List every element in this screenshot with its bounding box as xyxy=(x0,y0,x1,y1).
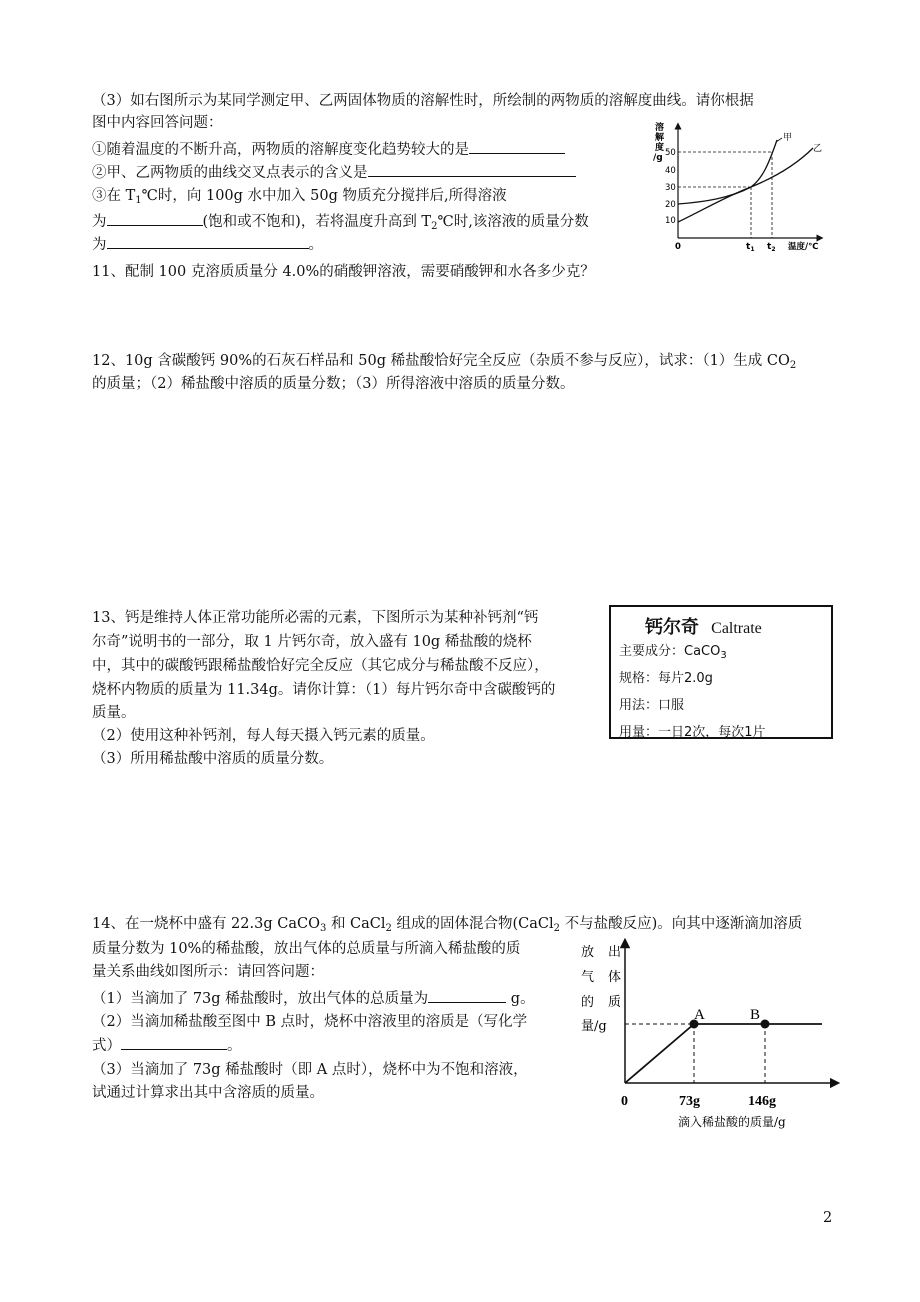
q14-line7: （3）当滴加了 73g 稀盐酸时（即 A 点时），烧杯中为不饱和溶液， xyxy=(92,1062,528,1078)
ylabel-char-4: /g xyxy=(653,153,663,163)
curve-yi xyxy=(678,148,813,222)
answer-blank-1[interactable] xyxy=(469,139,565,154)
q14-sub3: 2 xyxy=(553,923,561,934)
q12-line1 xyxy=(92,351,796,371)
q13-line4: 烧杯内物质的质量为 11.34g。请你计算：（1）每片钙尔奇中含碳酸钙的 xyxy=(92,682,556,698)
answer-blank-5[interactable] xyxy=(428,988,506,1003)
q13-line1: 13、钙是维持人体正常功能所必需的元素，下图所示为某种补钙剂“钙 xyxy=(92,610,539,626)
q14-line2: 质量分数为 10%的稀盐酸，放出气体的总质量与所滴入稀盐酸的质 xyxy=(92,941,521,957)
gas-ylabel-c1-2: 气 xyxy=(581,970,595,985)
caltrate-title-cn: 钙尔奇 xyxy=(645,617,699,638)
gas-mass-chart xyxy=(570,935,850,1135)
caltrate-label-box xyxy=(609,605,833,739)
ytick-50: 50 xyxy=(665,148,676,158)
ylabel-char-3: 度 xyxy=(655,143,665,153)
q12-line1-a: 12、10g 含碳酸钙 90%的石灰石样品和 50g 稀盐酸恰好完全反应（杂质不参与反应），试求：（1）生成 CO xyxy=(92,353,790,369)
solubility-chart xyxy=(645,118,835,258)
q10-item3-b: ℃时，向 100g 水中加入 50g 物质充分搅拌后,所得溶液 xyxy=(141,188,507,204)
q10-item4 xyxy=(92,211,589,232)
caltrate-usage: 用法：口服 xyxy=(619,698,685,713)
q10-item5-a: 为 xyxy=(92,237,107,253)
q14-line1-d: 不与盐酸反应)。向其中逐渐滴加溶质 xyxy=(560,916,803,932)
q10-item4-c: ℃时,该溶液的质量分数 xyxy=(437,214,589,230)
q14-line1-b: 和 CaCl xyxy=(326,916,386,932)
q14-line1 xyxy=(92,914,802,934)
series-label-yi: 乙 xyxy=(813,144,823,154)
q10-item3-sub: 1 xyxy=(135,195,142,206)
series-label-jia: 甲 xyxy=(783,133,793,143)
q13-line2: 尔奇”说明书的一部分，取 1 片钙尔奇，放入盛有 10g 稀盐酸的烧杯 xyxy=(92,634,532,650)
curve-jia xyxy=(678,140,777,204)
caltrate-ingredient xyxy=(619,640,727,659)
q14-sub2: 2 xyxy=(385,923,392,934)
q14-line6-a: 式） xyxy=(92,1038,121,1054)
ingredient-label: 主要成分： xyxy=(619,644,685,659)
q14-line4 xyxy=(92,988,535,1009)
answer-blank-2[interactable] xyxy=(368,162,576,177)
point-a-label: A xyxy=(694,1007,705,1023)
q10-item2 xyxy=(92,162,576,183)
q13-line7: （3）所用稀盐酸中溶质的质量分数。 xyxy=(92,751,334,767)
ytick-30: 30 xyxy=(665,183,676,193)
q12-line2: 的质量；（2）稀盐酸中溶质的质量分数；（3）所得溶液中溶质的质量分数。 xyxy=(92,376,575,392)
caltrate-spec: 规格：每片2.0g xyxy=(619,671,713,686)
q10-intro-line2: 图中内容回答问题： xyxy=(92,115,223,131)
gas-ylabel-c1-3: 的 xyxy=(581,995,595,1010)
answer-blank-6[interactable] xyxy=(121,1035,227,1050)
page-number: 2 xyxy=(823,1210,833,1226)
gas-xlabel: 滴入稀盐酸的质量/g xyxy=(678,1115,786,1129)
xlabel: 温度/℃ xyxy=(788,242,819,252)
q11-text: 11、配制 100 克溶质质量分 4.0%的硝酸钾溶液，需要硝酸钾和水各多少克？ xyxy=(92,264,595,280)
ingredient-sub: 3 xyxy=(720,650,727,661)
gas-ylabel-c1-4: 量/g xyxy=(581,1019,607,1034)
q14-line4-a: （1）当滴加了 73g 稀盐酸时，放出气体的总质量为 xyxy=(92,991,429,1007)
ytick-20: 20 xyxy=(665,200,676,210)
gas-curve-rising xyxy=(625,1024,694,1083)
q14-line8: 试通过计算求出其中含溶质的质量。 xyxy=(92,1085,324,1101)
caltrate-title-en: Caltrate xyxy=(711,620,762,637)
gas-ylabel-c1-1: 放 xyxy=(581,945,595,960)
q14-line5: （2）当滴加稀盐酸至图中 B 点时，烧杯中溶液里的溶质是（写化学 xyxy=(92,1014,528,1030)
ylabel-char-1: 溶 xyxy=(655,123,665,133)
q10-item3-a: ③在 T xyxy=(92,188,136,204)
q12-line1-sub: 2 xyxy=(789,360,797,371)
point-b-marker xyxy=(761,1020,770,1029)
q13-line3: 中，其中的碳酸钙跟稀盐酸恰好完全反应（其它成分与稀盐酸不反应）， xyxy=(92,658,549,674)
q10-item4-b: (饱和或不饱和)，若将温度升高到 T xyxy=(202,214,432,230)
q10-item2-text: ②甲、乙两物质的曲线交叉点表示的含义是 xyxy=(92,165,368,181)
q10-item4-a: 为 xyxy=(92,214,107,230)
xtick-t2: $t_2$ xyxy=(767,242,776,253)
xtick-t1: $t_1$ xyxy=(746,242,755,253)
q14-line1-a: 14、在一烧杯中盛有 22.3g CaCO xyxy=(92,916,320,932)
gas-ylabel-c2-1: 出 xyxy=(608,945,622,960)
q10-item3 xyxy=(92,186,507,206)
caltrate-title xyxy=(645,613,762,639)
q14-sub1: 3 xyxy=(319,923,327,934)
gas-ylabel-c2-3: 质 xyxy=(608,995,622,1010)
q10-item4-sub: 2 xyxy=(431,221,438,232)
q10-intro-line1: （3）如右图所示为某同学测定甲、乙两固体物质的溶解性时，所绘制的两物质的溶解度曲线。请你根据 xyxy=(92,93,754,109)
gas-ylabel-c2-2: 体 xyxy=(608,970,622,985)
answer-blank-4[interactable] xyxy=(107,234,309,249)
q14-line1-c: 组成的固体混合物(CaCl xyxy=(391,916,554,932)
ytick-10: 10 xyxy=(665,216,676,226)
caltrate-dosage: 用量：一日2次，每次1片 xyxy=(619,725,766,740)
q10-item1-text: ①随着温度的不断升高，两物质的溶解度变化趋势较大的是 xyxy=(92,142,469,158)
q10-item1 xyxy=(92,139,565,160)
gas-xtick-146: 146g xyxy=(748,1094,776,1109)
ylabel-char-2: 解 xyxy=(655,133,665,143)
gas-origin: 0 xyxy=(621,1094,628,1109)
point-b-label: B xyxy=(750,1007,761,1023)
q13-line5: 质量。 xyxy=(92,705,136,721)
q14-line3: 量关系曲线如图所示：请回答问题： xyxy=(92,964,324,980)
q14-line6-b: 。 xyxy=(227,1038,242,1054)
origin-label: 0 xyxy=(675,242,681,252)
q10-item5-b: 。 xyxy=(308,237,323,253)
gas-xtick-73: 73g xyxy=(679,1094,700,1109)
q14-line4-b: g。 xyxy=(506,991,535,1007)
q14-line6 xyxy=(92,1035,242,1056)
ytick-40: 40 xyxy=(665,166,676,176)
ingredient-formula: CaCO xyxy=(684,644,721,659)
q10-item5 xyxy=(92,234,323,255)
q13-line6: （2）使用这种补钙剂，每人每天摄入钙元素的质量。 xyxy=(92,728,435,744)
answer-blank-3[interactable] xyxy=(107,211,203,226)
